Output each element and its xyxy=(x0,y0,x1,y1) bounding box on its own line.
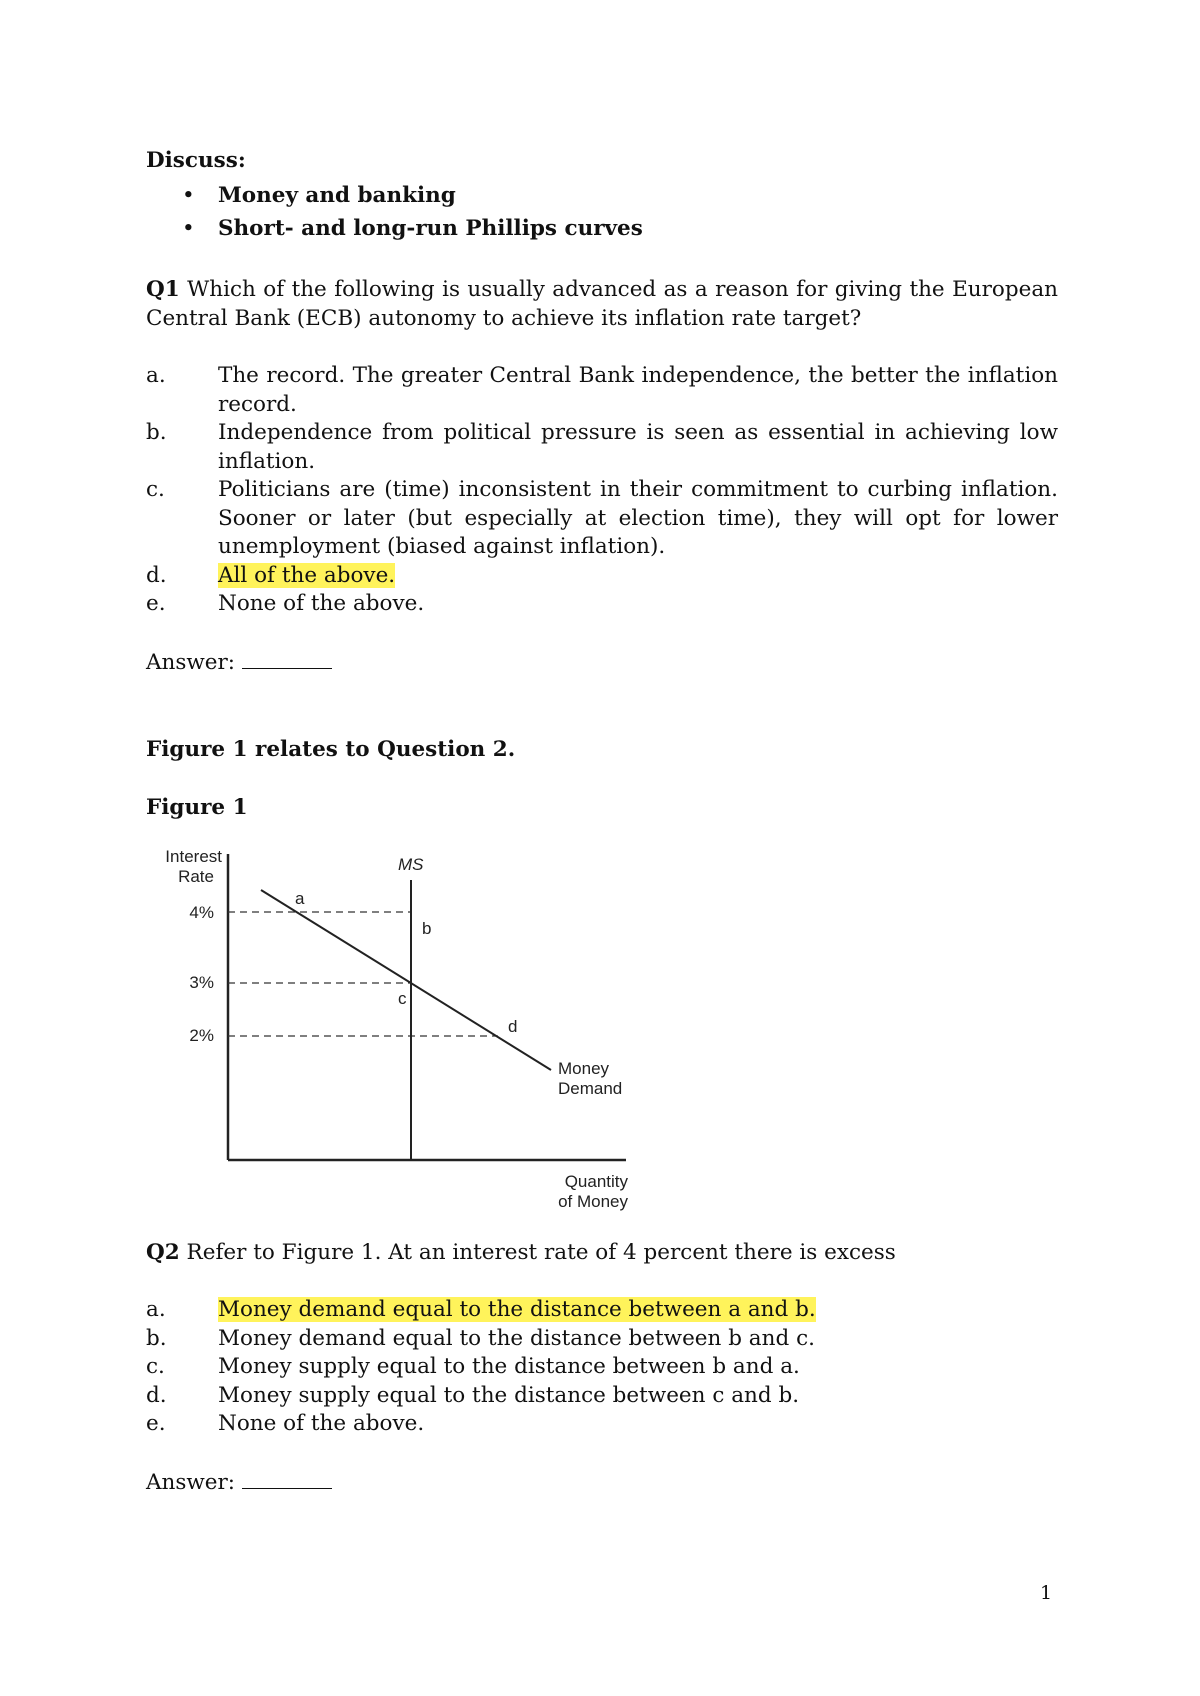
option-letter: b. xyxy=(146,420,167,445)
q2-text: Refer to Figure 1. At an interest rate of 4 percent there is excess xyxy=(186,1240,896,1265)
option-letter: c. xyxy=(146,477,165,502)
option-text: None of the above. xyxy=(218,1411,425,1436)
y-tick-label: 2% xyxy=(189,1026,214,1045)
option-letter: d. xyxy=(146,562,167,588)
x-axis-title-line2: of Money xyxy=(558,1192,628,1211)
point-label-d: d xyxy=(508,1017,518,1036)
q2-answer xyxy=(146,1468,1058,1497)
option-text: None of the above. xyxy=(218,591,425,616)
q2-options xyxy=(146,1296,1058,1439)
q1-option-a xyxy=(146,362,1058,419)
y-tick-label: 3% xyxy=(189,973,214,992)
q1-option-b xyxy=(146,419,1058,476)
answer-label: Answer: xyxy=(146,650,236,675)
option-text: Money supply equal to the distance between c and b. xyxy=(218,1382,800,1408)
option-text: Politicians are (time) inconsistent in their commitment to curbing inflation. Sooner or later (but especially at election time), they will opt for lower unemployment (biased against inflation). xyxy=(218,477,1058,559)
money-demand-label-line1: Money xyxy=(558,1059,610,1078)
discuss-topics xyxy=(146,179,1058,245)
q2-number: Q2 xyxy=(146,1240,180,1265)
q1-option-c xyxy=(146,476,1058,562)
money-demand-line xyxy=(261,890,551,1070)
option-letter: c. xyxy=(146,1354,165,1379)
figure-caption: Figure 1 xyxy=(146,795,248,820)
answer-blank[interactable] xyxy=(242,1470,332,1489)
discuss-label: Discuss: xyxy=(146,148,246,173)
option-letter: b. xyxy=(146,1325,167,1351)
q1-text: Which of the following is usually advanced as a reason for giving the European Central Bank (ECB) autonomy to achieve its inflation rate target? xyxy=(146,277,1058,331)
q1-options xyxy=(146,362,1058,619)
q1-option-d xyxy=(146,562,1058,591)
q1-option-e xyxy=(146,590,1058,619)
q2-option-d xyxy=(146,1382,1058,1411)
option-letter: a. xyxy=(146,1297,166,1322)
figure-1-chart xyxy=(146,838,646,1218)
answer-label: Answer: xyxy=(146,1470,236,1495)
q1-number: Q1 xyxy=(146,277,180,302)
figure-intro: Figure 1 relates to Question 2. xyxy=(146,737,516,762)
y-axis-title-line2: Rate xyxy=(178,867,214,886)
option-text: Money supply equal to the distance between b and a. xyxy=(218,1354,800,1379)
money-demand-label-line2: Demand xyxy=(558,1079,623,1098)
q2-option-e xyxy=(146,1410,1058,1439)
q1-question xyxy=(146,275,1058,333)
q2-question xyxy=(146,1238,1058,1267)
answer-blank[interactable] xyxy=(242,650,332,669)
option-text: Money demand equal to the distance between b and c. xyxy=(218,1325,815,1351)
x-axis-title-line1: Quantity xyxy=(564,1172,628,1191)
option-letter: a. xyxy=(146,363,166,388)
point-label-a: a xyxy=(295,889,305,908)
discuss-section xyxy=(146,146,1058,245)
topic-item: • Money and banking xyxy=(146,179,1058,212)
option-letter: e. xyxy=(146,1411,166,1436)
q2-option-c xyxy=(146,1353,1058,1382)
option-letter: d. xyxy=(146,1382,167,1408)
option-text: The record. The greater Central Bank independence, the better the inflation record. xyxy=(218,363,1058,417)
q1-answer xyxy=(146,648,1058,677)
option-text-highlighted: All of the above. xyxy=(218,562,396,588)
topic-item: • Short- and long-run Phillips curves xyxy=(146,212,1058,245)
q2-option-b xyxy=(146,1325,1058,1354)
y-axis-title-line1: Interest xyxy=(165,847,222,866)
q2-option-a xyxy=(146,1296,1058,1325)
y-tick-label: 4% xyxy=(189,903,214,922)
ms-label: MS xyxy=(398,855,424,874)
option-text: Independence from political pressure is seen as essential in achieving low inflation. xyxy=(218,420,1058,474)
option-letter: e. xyxy=(146,591,166,616)
page-number: 1 xyxy=(1040,1582,1053,1604)
point-label-c: c xyxy=(398,989,407,1008)
option-text-highlighted: Money demand equal to the distance between a and b. xyxy=(218,1297,816,1322)
point-label-b: b xyxy=(422,919,432,938)
